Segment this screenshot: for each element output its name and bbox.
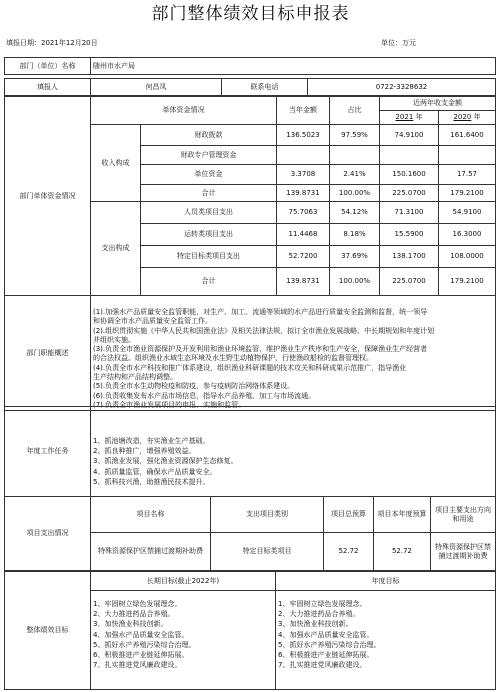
projects-label: 项目支出情况 [5, 497, 91, 571]
funds-row-current: 139.8731 [277, 268, 330, 296]
dept-name-value: 随州市水产局 [91, 58, 496, 75]
funds-row-2020: 16.3000 [439, 224, 496, 246]
funds-row-current: 139.8731 [277, 185, 330, 202]
year-goal-header: 年度目标 [276, 572, 496, 591]
funds-row-ratio: 100.00% [330, 185, 380, 202]
year-goal-item: 1、牢固树立绿色发展理念。 [278, 600, 367, 608]
projects-header-usage: 项目主要支出方向和用途 [431, 497, 496, 533]
project-usage: 特殊资源保护区禁捕过渡期补助费 [431, 533, 496, 571]
year-goal-item: 7、扎实推进党风廉政建设。 [278, 661, 367, 670]
funds-row-ratio: 97.59% [330, 125, 380, 146]
funds-row-ratio [330, 146, 380, 165]
duty-item: (3).负责全市渔业资源保护及开发利用和渔业环境监管，维护渔业生产秩序和生产安全，保障渔业生产经营者 [93, 345, 428, 354]
project-category: 特定目标类项目 [211, 533, 324, 571]
long-goals-list [93, 599, 273, 670]
tasks-content [91, 407, 496, 497]
goals-table [4, 571, 496, 690]
task-item: 5、抓科技兴渔，助推渔民技术提升。 [93, 477, 210, 486]
duties-content [91, 296, 496, 411]
dept-name-label: 部门（单位）名称 [5, 58, 91, 75]
funds-row-current: 75.7063 [277, 202, 330, 224]
dept-name-table [4, 57, 496, 75]
duty-item: (6).负责收集发布水产品市场信息，指导水产品养殖、加工与市场流通。 [93, 391, 316, 400]
funds-header-2021: 2021 年 [380, 111, 439, 125]
funds-row-2020: 179.2100 [439, 185, 496, 202]
funds-row-current: 52.7200 [277, 246, 330, 268]
funds-row-current: 11.4468 [277, 224, 330, 246]
funds-row-item: 特定目标类项目支出 [141, 246, 277, 268]
task-item: 2、抓良种推广，增强养殖效益。 [93, 447, 196, 456]
funds-row-2021: 225.0700 [380, 185, 439, 202]
long-goals-content [91, 591, 276, 690]
year-goal-item: 2、大力推进药品合养殖。 [278, 610, 360, 619]
funds-header-2020: 2020 年 [439, 111, 496, 125]
duty-item: (4).负责全市水产科技和推广体系建设，组织渔业科研课题的技术攻关和科研成果示范推广，指导渔业 [93, 363, 407, 372]
funds-header-item: 单体资金情况 [91, 97, 277, 125]
funds-row-item: 运转类项目支出 [141, 224, 277, 246]
funds-row-ratio: 100.00% [330, 268, 380, 296]
duties-table [4, 295, 496, 411]
projects-header-total: 项目总预算 [324, 497, 374, 533]
duty-item: (1).加强水产品质量安全监管职能，对生产、加工、流通等领域的水产品进行质量安全监测和监督，统一领导 [93, 308, 428, 316]
funds-row-item: 合计 [141, 268, 277, 296]
funds-header-current: 当年金额 [277, 97, 330, 125]
year-goal-item: 6、积极推进产业链延伸拓展。 [278, 651, 374, 660]
funds-row-2020: 161.6400 [439, 125, 496, 146]
duties-label: 部门职能概述 [5, 296, 91, 411]
funds-row-2020 [439, 146, 496, 165]
contact-table [4, 78, 496, 96]
funds-row-ratio: 8.18% [330, 224, 380, 246]
funds-row-item: 人员类项目支出 [141, 202, 277, 224]
funds-row-2020: 54.9100 [439, 202, 496, 224]
funds-row-current: 3.3708 [277, 165, 330, 185]
project-annual: 52.72 [374, 533, 431, 571]
tasks-label: 年度工作任务 [5, 407, 91, 497]
phone-value: 0722-3328632 [308, 79, 496, 96]
funds-row-ratio: 37.69% [330, 246, 380, 268]
funds-row-ratio: 54.12% [330, 202, 380, 224]
year-goal-item: 4、加强水产品质量安全监管。 [278, 630, 374, 639]
duty-item: 并组织实施。 [93, 335, 135, 344]
long-goal-item: 2、大力推进药品合养殖。 [93, 610, 175, 619]
year-goals-list [278, 599, 493, 670]
projects-header-category: 支出项目类别 [211, 497, 324, 533]
funds-row-item: 财政专户管理资金 [141, 146, 277, 165]
funds-row-2020: 17.57 [439, 165, 496, 185]
long-goal-item: 1、牢固树立绿色发展理念。 [93, 600, 182, 608]
duties-list [93, 308, 493, 410]
funds-row-ratio: 2.41% [330, 165, 380, 185]
long-goal-item: 6、积极推进产业链延伸拓展。 [93, 651, 189, 660]
tasks-table [4, 406, 496, 497]
funds-table [4, 96, 496, 296]
project-name: 特殊资源保护区禁捕过渡期补助费 [91, 533, 211, 571]
project-total: 52.72 [324, 533, 374, 571]
funds-row-2021: 138.1700 [380, 246, 439, 268]
long-goal-header: 长期目标(截止2022年) [91, 572, 276, 591]
tasks-list [93, 436, 493, 487]
funds-row-2020: 179.2100 [439, 268, 496, 296]
goals-label: 整体绩效目标 [5, 572, 91, 690]
fill-date: 填报日期：2021年12月20日 [6, 39, 98, 47]
year-goal-item: 3、加快渔业科技创新。 [278, 620, 353, 629]
phone-label: 联系电话 [222, 79, 308, 96]
funds-row-item: 合计 [141, 185, 277, 202]
long-goal-item: 4、加强水产品质量安全监管。 [93, 630, 189, 639]
funds-row-2021: 225.0700 [380, 268, 439, 296]
expense-label: 支出构成 [91, 202, 141, 296]
duty-item: 的合法权益。组织渔业水域生态环境及水生野生动植物保护，行使渔政船检的监督管理权。 [93, 354, 373, 363]
funds-section-label: 部门单体资金情况 [5, 97, 91, 296]
duty-item: (2).组织贯彻实施《中华人民共和国渔业法》及相关法律法规，拟订全市渔业发展战略、中长期规划和年度计划 [93, 326, 435, 335]
task-item: 4、抓质量监管，确保水产品质量安全。 [93, 467, 217, 476]
funds-row-current: 136.5023 [277, 125, 330, 146]
income-label: 收入构成 [91, 125, 141, 202]
projects-header-annual: 项目本年度预算 [374, 497, 431, 533]
funds-row-item: 财政拨款 [141, 125, 277, 146]
funds-row-2021: 74.9100 [380, 125, 439, 146]
funds-row-2021: 15.5900 [380, 224, 439, 246]
year-goal-item: 5、抓好水产养殖污染综合治理。 [278, 640, 381, 649]
funds-row-2021: 150.1600 [380, 165, 439, 185]
funds-row-current [277, 146, 330, 165]
funds-header-ratio: 占比 [330, 97, 380, 125]
long-goal-item: 7、扎实推进党风廉政建设。 [93, 661, 182, 670]
currency-unit: 单位：万元 [381, 39, 416, 47]
task-item: 1、抓池塘改造，夯实渔业生产基础。 [93, 437, 210, 445]
funds-row-item: 单位资金 [141, 165, 277, 185]
funds-row-2021: 71.3100 [380, 202, 439, 224]
task-item: 3、抓渔业发展，强化渔业资源保护生态修复。 [93, 457, 238, 466]
duty-item: 生产结构和产品结构调整。 [93, 373, 177, 382]
funds-row-2020: 108.0000 [439, 246, 496, 268]
filler-value: 何昌凤 [91, 79, 222, 96]
projects-table [4, 496, 496, 571]
page-title: 部门整体绩效目标申报表 [151, 4, 350, 24]
filler-label: 填报人 [5, 79, 91, 96]
long-goal-item: 3、加快渔业科技创新。 [93, 620, 168, 629]
duty-item: (7).负责全市渔业发展项目的申报、实施和监管。 [93, 400, 246, 409]
funds-row-2021 [380, 146, 439, 165]
duty-item: 和协调全市水产品质量安全监管工作。 [93, 317, 212, 326]
duty-item: (5).负责全市水生动物检疫和防疫，参与疫病防治网络体系建设。 [93, 382, 295, 391]
projects-header-name: 项目名称 [91, 497, 211, 533]
long-goal-item: 5、抓好水产养殖污染综合治理。 [93, 640, 196, 649]
funds-header-recent: 近两年收支金额 [380, 97, 496, 111]
year-goals-content [276, 591, 496, 690]
